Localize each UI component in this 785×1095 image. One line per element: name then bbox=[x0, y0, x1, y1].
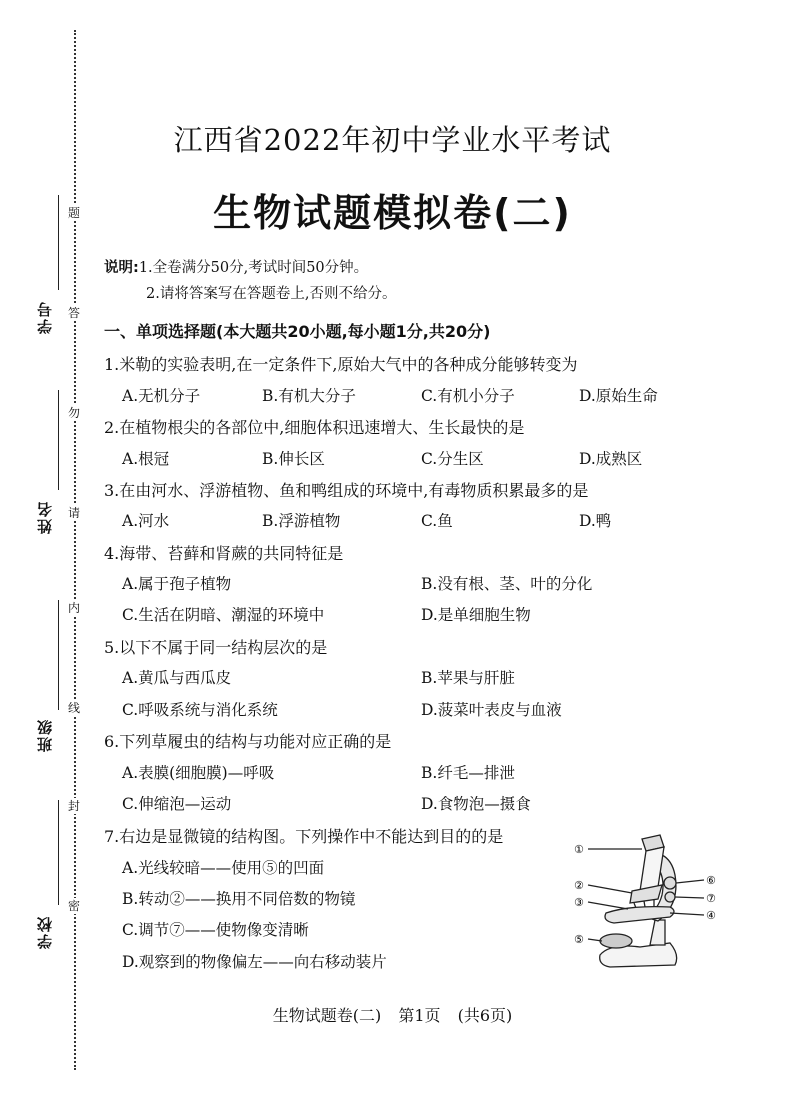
option-a[interactable]: A.黄瓜与西瓜皮 bbox=[122, 669, 232, 687]
question-stem: 1.米勒的实验表明,在一定条件下,原始大气中的各种成分能够转变为 bbox=[104, 355, 578, 374]
option-d[interactable]: D.原始生命 bbox=[579, 387, 658, 405]
footer-total-pages: (共6页) bbox=[457, 1006, 513, 1025]
option-a[interactable]: A.根冠 bbox=[122, 450, 170, 468]
section-heading: 一、单项选择题(本大题共20小题,每小题1分,共20分) bbox=[104, 322, 491, 341]
student-id-label: 学号 bbox=[36, 300, 54, 334]
option-c[interactable]: C.分生区 bbox=[421, 450, 484, 468]
option-a[interactable]: A.属于孢子植物 bbox=[122, 575, 232, 593]
callout-4: ④ bbox=[706, 909, 716, 922]
seal-char: 请 bbox=[67, 506, 80, 520]
seal-char: 线 bbox=[67, 701, 80, 715]
option-d[interactable]: D.观察到的物像偏左——向右移动装片 bbox=[122, 953, 387, 971]
question-stem: 2.在植物根尖的各部位中,细胞体积迅速增大、生长最快的是 bbox=[104, 418, 525, 437]
option-b[interactable]: B.苹果与肝脏 bbox=[421, 669, 515, 687]
question-stem: 3.在由河水、浮游植物、鱼和鸭组成的环境中,有毒物质积累最多的是 bbox=[104, 481, 589, 500]
option-d[interactable]: D.是单细胞生物 bbox=[421, 606, 531, 624]
option-b[interactable]: B.转动②——换用不同倍数的物镜 bbox=[122, 890, 356, 908]
callout-7: ⑦ bbox=[706, 892, 716, 905]
seal-char: 答 bbox=[67, 306, 80, 320]
instructions-line-1 bbox=[104, 256, 368, 277]
option-d[interactable]: D.鸭 bbox=[579, 512, 612, 530]
option-a[interactable]: A.光线较暗——使用⑤的凹面 bbox=[122, 859, 325, 877]
option-b[interactable]: B.纤毛—排泄 bbox=[421, 764, 515, 782]
option-a[interactable]: A.河水 bbox=[122, 512, 170, 530]
seal-char: 密 bbox=[67, 899, 80, 913]
callout-1: ① bbox=[574, 843, 584, 856]
question-stem: 4.海带、苔藓和肾蕨的共同特征是 bbox=[104, 544, 344, 563]
question-stem: 7.右边是显微镜的结构图。下列操作中不能达到目的的是 bbox=[104, 827, 504, 846]
footer-exam-name: 生物试题卷(二) bbox=[272, 1006, 382, 1025]
seal-char: 封 bbox=[67, 799, 80, 813]
exam-subtitle: 生物试题模拟卷(二) bbox=[213, 191, 572, 235]
option-c[interactable]: C.呼吸系统与消化系统 bbox=[122, 701, 278, 719]
seal-char: 题 bbox=[67, 206, 80, 220]
option-b[interactable]: B.浮游植物 bbox=[262, 512, 341, 530]
option-d[interactable]: D.食物泡—摄食 bbox=[421, 795, 531, 813]
question-stem: 6.下列草履虫的结构与功能对应正确的是 bbox=[104, 732, 392, 751]
name-label: 姓名 bbox=[36, 500, 54, 534]
instruction-item: 2.请将答案写在答题卷上,否则不给分。 bbox=[146, 286, 397, 302]
option-b[interactable]: B.没有根、茎、叶的分化 bbox=[421, 575, 593, 593]
option-d[interactable]: D.菠菜叶表皮与血液 bbox=[421, 701, 562, 719]
name-blank[interactable] bbox=[58, 390, 59, 490]
option-d[interactable]: D.成熟区 bbox=[579, 450, 643, 468]
callout-3: ③ bbox=[574, 896, 584, 909]
seal-char: 勿 bbox=[67, 406, 80, 420]
option-b[interactable]: B.伸长区 bbox=[262, 450, 325, 468]
option-a[interactable]: A.无机分子 bbox=[122, 387, 201, 405]
school-label: 学校 bbox=[36, 915, 54, 949]
option-c[interactable]: C.有机小分子 bbox=[421, 387, 515, 405]
class-label: 班级 bbox=[36, 718, 54, 752]
callout-6: ⑥ bbox=[706, 874, 716, 887]
option-c[interactable]: C.鱼 bbox=[421, 512, 453, 530]
option-c[interactable]: C.伸缩泡—运动 bbox=[122, 795, 232, 813]
option-b[interactable]: B.有机大分子 bbox=[262, 387, 356, 405]
option-a[interactable]: A.表膜(细胞膜)—呼吸 bbox=[122, 764, 275, 782]
page-footer bbox=[0, 1003, 785, 1026]
seal-char: 内 bbox=[67, 601, 80, 615]
question-stem: 5.以下不属于同一结构层次的是 bbox=[104, 638, 328, 657]
callout-2: ② bbox=[574, 879, 584, 892]
microscope-figure bbox=[570, 825, 730, 985]
instructions-label: 说明: bbox=[104, 260, 139, 276]
footer-page-number: 第1页 bbox=[398, 1006, 441, 1025]
instruction-item: 1.全卷满分50分,考试时间50分钟。 bbox=[138, 260, 369, 276]
exam-title: 江西省2022年初中学业水平考试 bbox=[173, 123, 612, 157]
class-blank[interactable] bbox=[58, 600, 59, 710]
school-blank[interactable] bbox=[58, 800, 59, 905]
callout-5: ⑤ bbox=[574, 933, 584, 946]
option-c[interactable]: C.生活在阴暗、潮湿的环境中 bbox=[122, 606, 325, 624]
option-c[interactable]: C.调节⑦——使物像变清晰 bbox=[122, 921, 309, 939]
